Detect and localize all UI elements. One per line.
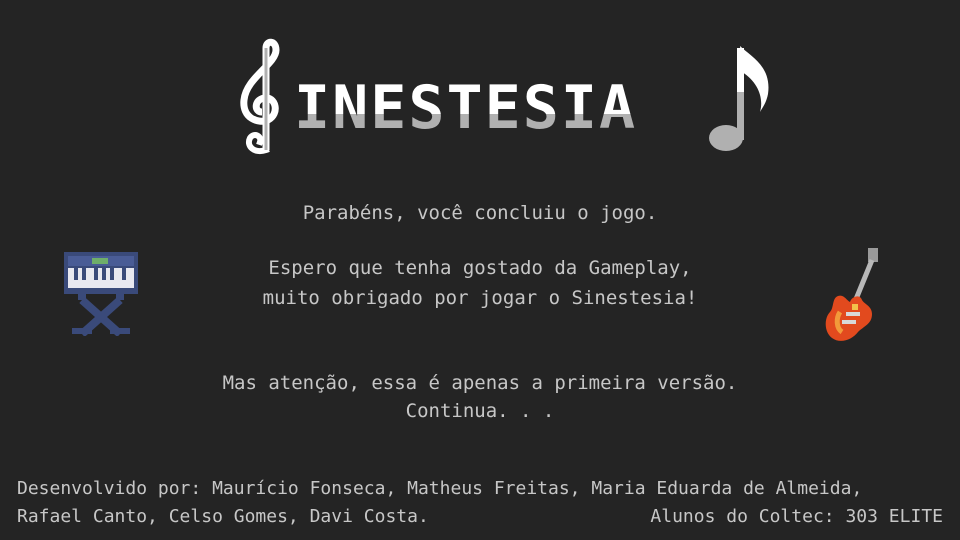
game-title-logo	[236, 38, 776, 158]
eighth-note-icon	[706, 42, 776, 154]
to-be-continued-text: Continua. . .	[405, 400, 555, 422]
electric-guitar-icon	[822, 246, 884, 346]
credits-line2: Rafael Canto, Celso Gomes, Davi Costa.	[17, 506, 429, 527]
congrats-message: Parabéns, você concluiu o jogo.	[302, 202, 658, 224]
treble-clef-icon	[236, 38, 286, 158]
thanks-message-line2: muito obrigado por jogar o Sinestesia!	[262, 287, 698, 309]
credits-line1: Desenvolvido por: Maurício Fonseca, Matheus Freitas, Maria Eduarda de Almeida,	[17, 478, 863, 499]
thanks-message-line1: Espero que tenha gostado da Gameplay,	[268, 257, 692, 279]
game-title-text: INESTESIA	[294, 73, 638, 143]
school-credit: Alunos do Coltec: 303 ELITE	[650, 506, 943, 527]
warning-message-line1: Mas atenção, essa é apenas a primeira versão.	[222, 372, 738, 394]
keyboard-icon	[62, 250, 140, 336]
